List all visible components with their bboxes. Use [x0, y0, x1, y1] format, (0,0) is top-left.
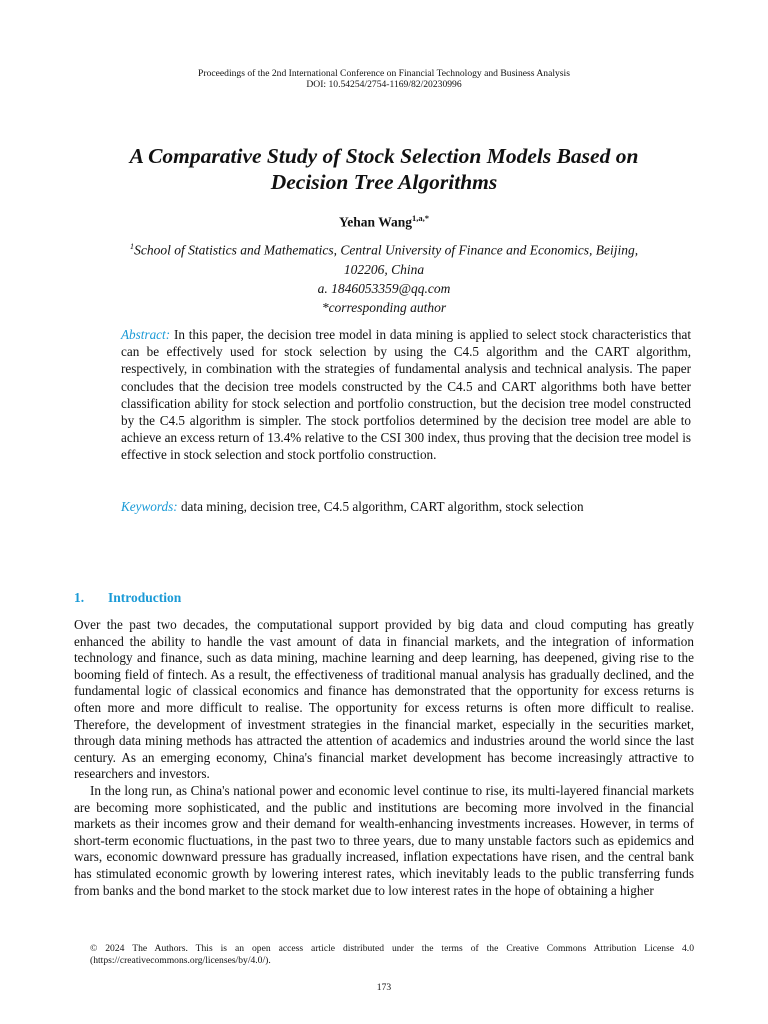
- affiliation-line-2: 102206, China: [343, 261, 425, 277]
- section-heading: [74, 590, 181, 606]
- corresponding-author: *corresponding author: [321, 299, 447, 315]
- keywords-text: data mining, decision tree, C4.5 algorithm, CART algorithm, stock selection: [180, 499, 584, 514]
- title-line-1: A Comparative Study of Stock Selection Models Based on: [129, 144, 639, 168]
- paragraph: Over the past two decades, the computational support provided by big data and cloud computing has greatly enhanced the ability to handle the vast amount of data in financial markets, and the integration of information technology and finance, such as data mining, machine learning and deep learning, has deepened, giving rise to the booming field of fintech. As a result, the effectiveness of traditional manual analysis has gradually declined, and the fundamental logic of classical economics and finance has demonstrated that the opportunity for excess returns is often more and more difficult to realise. The opportunity for excess returns is often more difficult to realise. Therefore, the development of investment strategies in the financial market, especially in the securities market, through data mining methods has attracted the attention of academics and industries around the world since the last century. As an emerging economy, China's financial market development has become increasingly attractive to researchers and investors.: [74, 617, 694, 782]
- affiliation: [70, 237, 698, 317]
- section-title: Introduction: [108, 590, 182, 605]
- license-footer: © 2024 The Authors. This is an open access article distributed under the terms of the Creative Commons Attribution License 4.0 (https://creativecommons.org/licenses/by/4.0/).: [90, 943, 694, 966]
- author: [0, 213, 768, 231]
- page-number: 173: [376, 982, 392, 993]
- proceedings-header: Proceedings of the 2nd International Conference on Financial Technology and Business Analysis: [198, 68, 570, 79]
- doi: DOI: 10.54254/2754-1169/82/20230996: [306, 79, 462, 90]
- author-name: Yehan Wang: [339, 214, 412, 230]
- abstract-label: Abstract:: [121, 327, 171, 342]
- affiliation-line-1: School of Statistics and Mathematics, Central University of Finance and Economics, Beijing,: [134, 242, 639, 258]
- abstract: [121, 326, 691, 464]
- keywords: [121, 498, 691, 515]
- paper-title: [60, 143, 708, 195]
- section-number: 1.: [74, 590, 85, 605]
- author-sup: 1,a,*: [411, 213, 429, 223]
- title-line-2: Decision Tree Algorithms: [270, 170, 498, 194]
- paragraph: In the long run, as China's national power and economic level continue to rise, its multi-layered financial markets are becoming more sophisticated, and the public and institutions are becoming more involved in the financial markets as their incomes grow and their demand for wealth-enhancing investments increases. However, in terms of short-term economic fluctuations, in the past two to three years, due to many unstable factors such as epidemics and wars, economic downward pressure has gradually increased, inflation expectations have risen, and the central bank has stimulated economic growth by lowering interest rates, which inevitably leads to the public transferring funds from banks and the bond market to the stock market due to low interest rates in the hope of obtaining a higher: [74, 782, 694, 898]
- keywords-label: Keywords:: [121, 499, 178, 514]
- abstract-text: In this paper, the decision tree model in data mining is applied to select stock characteristics that can be effectively used for stock selection by using the C4.5 algorithm and the CART algorithm, respectively, in combination with the strategies of fundamental analysis and technical analysis. The paper concludes that the decision tree models constructed by the C4.5 and CART algorithms both have better classification ability for stock selection and portfolio construction, but the decision tree model constructed by the C4.5 algorithm is simpler. The stock portfolios determined by the decision tree model are able to achieve an excess return of 13.4% relative to the CSI 300 index, thus proving that the decision tree model is effective in stock selection and stock portfolio construction.: [121, 327, 691, 463]
- email: a. 1846053359@qq.com: [317, 280, 451, 296]
- affiliation-sup: 1: [129, 241, 135, 251]
- body-text: [74, 617, 694, 899]
